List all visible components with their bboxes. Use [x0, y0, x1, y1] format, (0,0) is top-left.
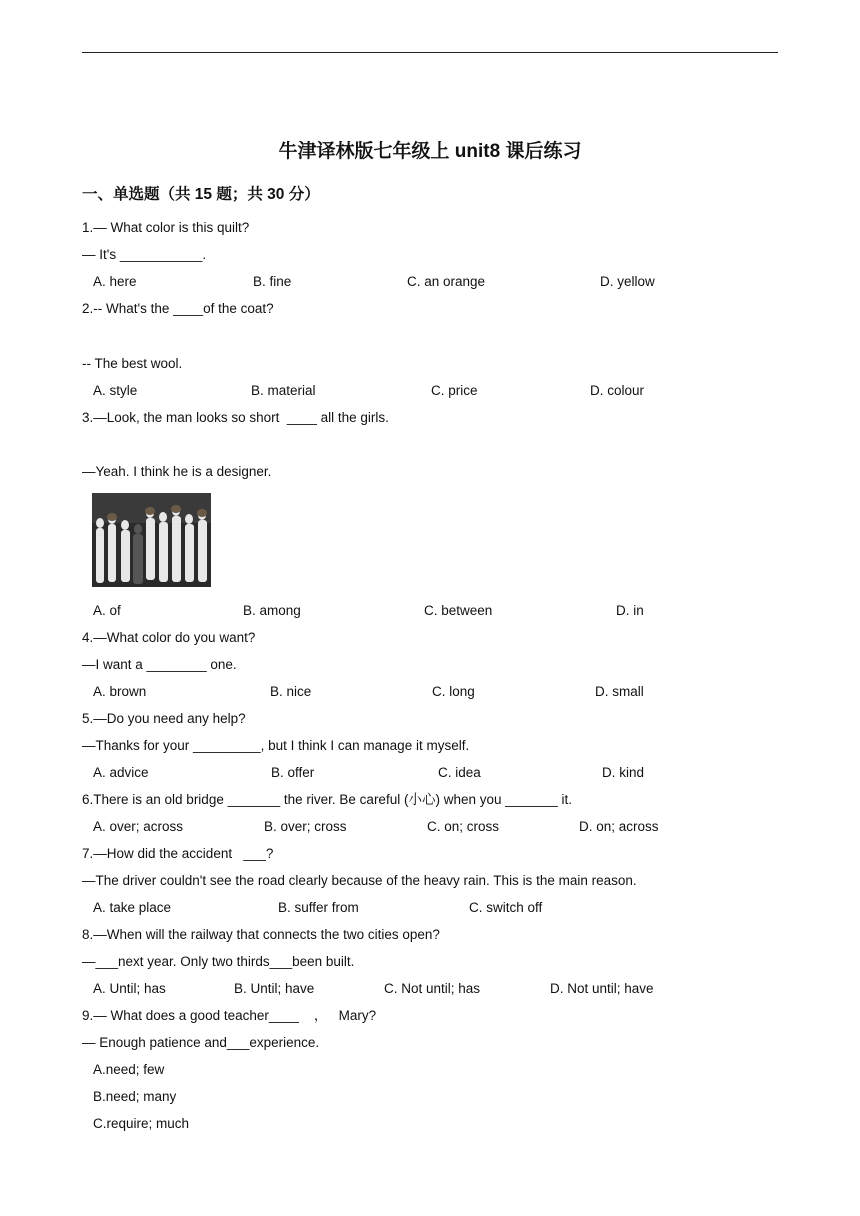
q1-option-a: A. here — [93, 274, 137, 289]
q8-option-b: B. Until; have — [234, 981, 315, 996]
q9-option-b: B.need; many — [93, 1089, 177, 1104]
q1-option-b: B. fine — [253, 274, 292, 289]
question-3-text: 3.—Look, the man looks so short ____ all the girls. — [82, 410, 389, 425]
q1-option-c: C. an orange — [407, 274, 486, 289]
q4-option-c: C. long — [432, 684, 475, 699]
q6-option-d: D. on; across — [579, 819, 659, 834]
q3-option-c: C. between — [424, 603, 493, 618]
q4-option-d: D. small — [595, 684, 644, 699]
q7-option-c: C. switch off — [469, 900, 543, 915]
question-7-answer: —The driver couldn't see the road clearly because of the heavy rain. This is the main reason. — [82, 873, 637, 888]
question-4-answer: —I want a ________ one. — [82, 657, 237, 672]
question-1-text: 1.— What color is this quilt? — [82, 220, 250, 235]
header-rule — [82, 52, 778, 53]
question-2-answer: -- The best wool. — [82, 356, 183, 371]
q7-option-b: B. suffer from — [278, 900, 359, 915]
question-4-text: 4.—What color do you want? — [82, 630, 256, 645]
q6-option-c: C. on; cross — [427, 819, 500, 834]
question-8-text: 8.—When will the railway that connects the two cities open? — [82, 927, 440, 942]
question-8-answer: —___next year. Only two thirds___been built. — [82, 954, 355, 969]
question-5-answer: —Thanks for your _________, but I think I can manage it myself. — [82, 738, 470, 753]
q3-option-d: D. in — [616, 603, 644, 618]
q3-option-a: A. of — [93, 603, 121, 618]
question-2-text: 2.-- What's the ____of the coat? — [82, 301, 274, 316]
section-heading: 一、单选题（共 15 题；共 30 分） — [82, 186, 320, 203]
q9-option-c: C.require; much — [93, 1116, 190, 1131]
question-3-answer: —Yeah. I think he is a designer. — [82, 464, 272, 479]
q2-option-c: C. price — [431, 383, 478, 398]
q3-option-b: B. among — [243, 603, 301, 618]
question-1-answer: — It's ___________. — [82, 247, 207, 262]
q4-option-b: B. nice — [270, 684, 312, 699]
question-7-text: 7.—How did the accident ___? — [82, 846, 274, 861]
q6-option-b: B. over; cross — [264, 819, 347, 834]
q6-option-a: A. over; across — [93, 819, 184, 834]
group-photo — [92, 493, 211, 587]
q1-option-d: D. yellow — [600, 274, 655, 289]
page-title: 牛津译林版七年级上 unit8 课后练习 — [278, 141, 582, 162]
question-9-answer: — Enough patience and___experience. — [82, 1035, 320, 1050]
q2-option-d: D. colour — [590, 383, 645, 398]
q9-option-a: A.need; few — [93, 1062, 165, 1077]
q8-option-d: D. Not until; have — [550, 981, 654, 996]
q8-option-c: C. Not until; has — [384, 981, 481, 996]
q5-option-d: D. kind — [602, 765, 645, 780]
q5-option-a: A. advice — [93, 765, 149, 780]
question-6-text: 6.There is an old bridge _______ the river. Be careful (小心) when you _______ it. — [82, 792, 573, 807]
question-9-text: 9.— What does a good teacher____ ， Mary? — [82, 1008, 377, 1023]
question-5-text: 5.—Do you need any help? — [82, 711, 246, 726]
q2-option-a: A. style — [93, 383, 138, 398]
q5-option-c: C. idea — [438, 765, 481, 780]
q8-option-a: A. Until; has — [93, 981, 166, 996]
q4-option-a: A. brown — [93, 684, 147, 699]
q5-option-b: B. offer — [271, 765, 315, 780]
q2-option-b: B. material — [251, 383, 316, 398]
q7-option-a: A. take place — [93, 900, 172, 915]
